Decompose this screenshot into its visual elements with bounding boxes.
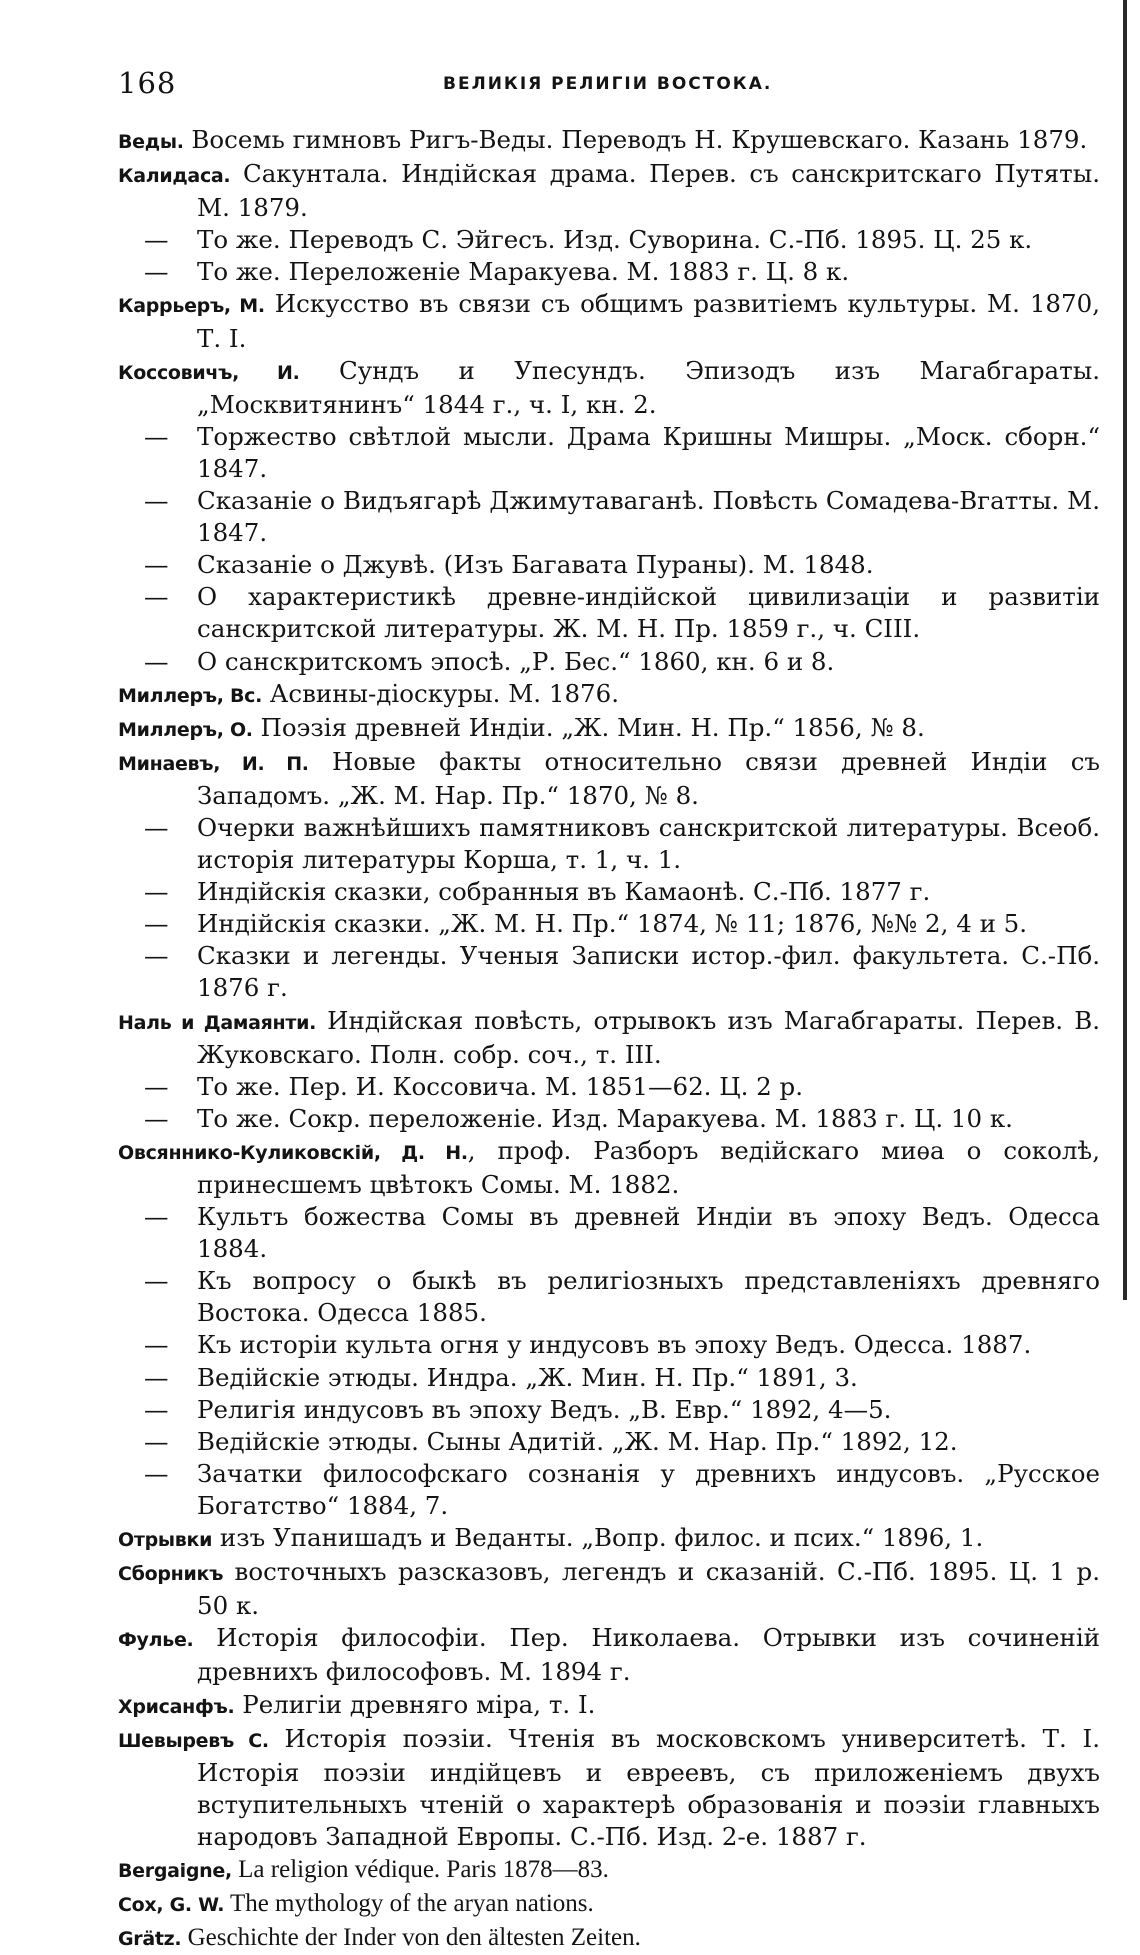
entry-text: Восемь гимновъ Ригъ-Веды. Переводъ Н. Крушевскаго. Казань 1879. [183, 125, 1088, 154]
ditto-dash: — [144, 1266, 169, 1296]
entry-author: Минаевъ, И. П. [118, 752, 309, 775]
entry-text: То же. Переводъ С. Эйгесъ. Изд. Суворина. С.-Пб. 1895. Ц. 25 к. [197, 225, 1033, 255]
entry-text: Искусство въ связи съ общимъ развитіемъ культуры. М. 1870, Т. I. [197, 289, 1100, 353]
entry-author: Коссовичъ, И. [118, 361, 300, 384]
entry-author: Веды. [118, 131, 184, 153]
entry-author: Cox, G. W. [118, 1894, 225, 1917]
ditto-dash: — [144, 1458, 169, 1488]
entry-text: То же. Сокр. переложеніе. Изд. Маракуева. М. 1883 г. Ц. 10 к. [197, 1103, 1013, 1133]
bibliography-subentry [118, 876, 1100, 908]
ditto-dash: — [144, 909, 169, 939]
entry-text: изъ Упанишадъ и Веданты. „Вопр. филос. и псих.“ 1896, 1. [212, 1523, 984, 1553]
ditto-dash: — [144, 1426, 169, 1456]
bibliography-list [118, 124, 1100, 1955]
entry-text: Сакунтала. Индійская драма. Перев. съ санскритскаго Путяты. М. 1879. [197, 159, 1100, 223]
bibliography-entry [118, 1135, 1100, 1201]
bibliography-subentry [118, 581, 1100, 645]
page-number: 168 [118, 66, 177, 100]
bibliography-entry [118, 1887, 1100, 1921]
entry-text: Очерки важнѣйшихъ памятниковъ санскритской литературы. Всеоб. исторія литературы Корша, т. 1, ч. 1. [197, 812, 1100, 875]
entry-author: Сборникъ [118, 1563, 224, 1586]
entry-text: Сказки и легенды. Ученыя Записки истор.-фил. факультета. С.-Пб. 1876 г. [197, 941, 1100, 1003]
bibliography-subentry [118, 940, 1100, 1004]
entry-author: Фулье. [118, 1629, 194, 1652]
ditto-dash: — [144, 1330, 169, 1360]
bibliography-entry [118, 288, 1100, 354]
bibliography-entry [118, 1005, 1100, 1071]
entry-author: Отрывки [118, 1529, 213, 1552]
entry-text: Религіи древняго міра, т. I. [234, 1689, 596, 1719]
bibliography-entry [118, 1622, 1100, 1688]
entry-text: О санскритскомъ эпосѣ. „Р. Бес.“ 1860, кн. 6 и 8. [197, 646, 835, 676]
ditto-dash: — [144, 1362, 169, 1392]
entry-author: Grätz. [118, 1928, 182, 1951]
entry-author: Каррьеръ, М. [118, 295, 265, 318]
ditto-dash: — [144, 225, 169, 255]
entry-author: Овсяннико-Куликовскій, Д. Н. [118, 1141, 468, 1164]
entry-text: Асвины-діоскуры. М. 1876. [262, 678, 619, 708]
bibliography-subentry [118, 1071, 1100, 1103]
bibliography-subentry [118, 1458, 1100, 1522]
ditto-dash: — [144, 582, 169, 612]
bibliography-entry [118, 746, 1100, 812]
ditto-dash: — [144, 1071, 169, 1101]
ditto-dash: — [144, 941, 169, 971]
entry-text: Сказаніе о Джувѣ. (Изъ Багавата Пураны). М. 1848. [197, 550, 874, 580]
bibliography-subentry [118, 1426, 1100, 1458]
entry-text: Исторія философіи. Пер. Николаева. Отрывки изъ сочиненій древнихъ философовъ. М. 1894 г. [193, 1623, 1100, 1687]
entry-text: восточныхъ разсказовъ, легендъ и сказаній. С.-Пб. 1895. Ц. 1 р. 50 к. [197, 1557, 1100, 1621]
entry-author: Миллеръ, Вс. [118, 684, 263, 707]
page-edge-line [1123, 0, 1127, 1300]
entry-text: Geschichte der Inder von den ältesten Zeiten. [181, 1924, 641, 1952]
bibliography-subentry [118, 908, 1100, 940]
ditto-dash: — [144, 646, 169, 676]
entry-author: Калидаса. [118, 165, 231, 188]
running-title: ВЕЛИКІЯ РЕЛИГІИ ВОСТОКА. [443, 74, 773, 94]
bibliography-entry [118, 1689, 1100, 1723]
ditto-dash: — [144, 486, 169, 516]
entry-text: То же. Пер. И. Коссовича. М. 1851—62. Ц. 2 р. [197, 1071, 804, 1101]
ditto-dash: — [144, 812, 169, 842]
entry-text: Индійская повѣсть, отрывокъ изъ Магабгараты. Перев. В. Жуковскаго. Полн. собр. соч., т. III. [197, 1005, 1100, 1069]
entry-text: Индійскія сказки. „Ж. М. Н. Пр.“ 1874, № 11; 1876, №№ 2, 4 и 5. [197, 909, 1028, 939]
entry-text: Сказаніе о Видъягарѣ Джимутаваганѣ. Повѣсть Сомадева-Вгатты. М. 1847. [197, 486, 1100, 548]
ditto-dash: — [144, 1103, 169, 1133]
bibliography-entry [118, 712, 1100, 746]
entry-text: , проф. Разборъ ведійскаго миѳа о соколѣ, принесшемъ цвѣтокъ Сомы. М. 1882. [197, 1135, 1100, 1199]
ditto-dash: — [144, 550, 169, 580]
entry-text: Торжество свѣтлой мысли. Драма Кришны Мишры. „Моск. сборн.“ 1847. [197, 421, 1100, 483]
ditto-dash: — [144, 1394, 169, 1424]
bibliography-entry [118, 355, 1100, 421]
entry-text: О характеристикѣ древне-индійской цивилизаціи и развитіи санскритской литературы. Ж. М. Н. Пр. 1859 г., ч. CIII. [197, 582, 1100, 644]
entry-author: Шевыревъ С. [118, 1729, 269, 1752]
entry-text: Индійскія сказки, собранныя въ Камаонѣ. С.-Пб. 1877 г. [197, 877, 931, 907]
entry-text: Ведійскіе этюды. Индра. „Ж. Мин. Н. Пр.“ 1891, 3. [197, 1362, 858, 1392]
bibliography-entry [118, 1556, 1100, 1622]
bibliography-subentry [118, 646, 1100, 678]
ditto-dash: — [144, 421, 169, 451]
entry-text: Къ вопросу о быкѣ въ религіозныхъ представленіяхъ древняго Востока. Одесса 1885. [197, 1266, 1100, 1328]
entry-text: Культъ божества Сомы въ древней Индіи въ эпоху Ведъ. Одесса 1884. [197, 1202, 1100, 1264]
bibliography-entry [118, 1921, 1100, 1955]
bibliography-subentry [118, 1394, 1100, 1426]
bibliography-subentry [118, 1265, 1100, 1329]
entry-text: Къ исторіи культа огня у индусовъ въ эпоху Ведъ. Одесса. 1887. [197, 1330, 1032, 1360]
bibliography-entry [118, 1723, 1100, 1853]
entry-text: The mythology of the aryan nations. [224, 1890, 594, 1918]
entry-author: Хрисанфъ. [118, 1695, 235, 1718]
entry-text: Сундъ и Упесундъ. Эпизодъ изъ Магабгараты. „Москвитянинъ“ 1844 г., ч. I, кн. 2. [197, 355, 1100, 419]
bibliography-entry [118, 1853, 1100, 1887]
ditto-dash: — [144, 257, 169, 287]
bibliography-subentry [118, 1201, 1100, 1265]
bibliography-subentry [118, 1103, 1100, 1135]
ditto-dash: — [144, 877, 169, 907]
bibliography-subentry [118, 1362, 1100, 1394]
bibliography-subentry [118, 485, 1100, 549]
entry-text: То же. Переложеніе Маракуева. М. 1883 г. Ц. 8 к. [197, 257, 850, 287]
bibliography-subentry [118, 256, 1100, 288]
bibliography-entry [118, 1522, 1100, 1556]
entry-author: Bergaigne, [118, 1859, 232, 1882]
bibliography-subentry [118, 549, 1100, 581]
entry-text: Зачатки философскаго сознанія у древнихъ индусовъ. „Русское Богатство“ 1884, 7. [197, 1458, 1100, 1520]
bibliography-entry [118, 678, 1100, 712]
bibliography-subentry [118, 421, 1100, 485]
entry-author: Наль и Дамаянти. [118, 1011, 317, 1034]
entry-text: Исторія поэзіи. Чтенія въ московскомъ университетѣ. Т. I. Исторія поэзіи индійцевъ и евреевъ, съ приложеніемъ двухъ вступительныхъ чтеній о характерѣ образованія и поэзіи главныхъ народовъ Западной Европы. С.-Пб. Изд. 2-е. 1887 г. [197, 1723, 1100, 1851]
bibliography-subentry [118, 224, 1100, 256]
bibliography-subentry [118, 812, 1100, 876]
entry-text: Поэзія древней Индіи. „Ж. Мин. Н. Пр.“ 1856, № 8. [252, 712, 925, 742]
bibliography-subentry [118, 1329, 1100, 1361]
entry-text: Религія индусовъ въ эпоху Ведъ. „В. Евр.“ 1892, 4—5. [197, 1394, 892, 1424]
entry-text: Ведійскіе этюды. Сыны Адитій. „Ж. М. Нар. Пр.“ 1892, 12. [197, 1426, 958, 1456]
entry-author: Миллеръ, О. [118, 718, 253, 741]
entry-text: Новые факты относительно связи древней Индіи съ Западомъ. „Ж. М. Нар. Пр.“ 1870, № 8. [197, 746, 1100, 810]
entry-text: La religion védique. Paris 1878—83. [231, 1855, 609, 1883]
bibliography-entry [118, 124, 1100, 158]
bibliography-entry [118, 158, 1100, 224]
ditto-dash: — [144, 1202, 169, 1232]
